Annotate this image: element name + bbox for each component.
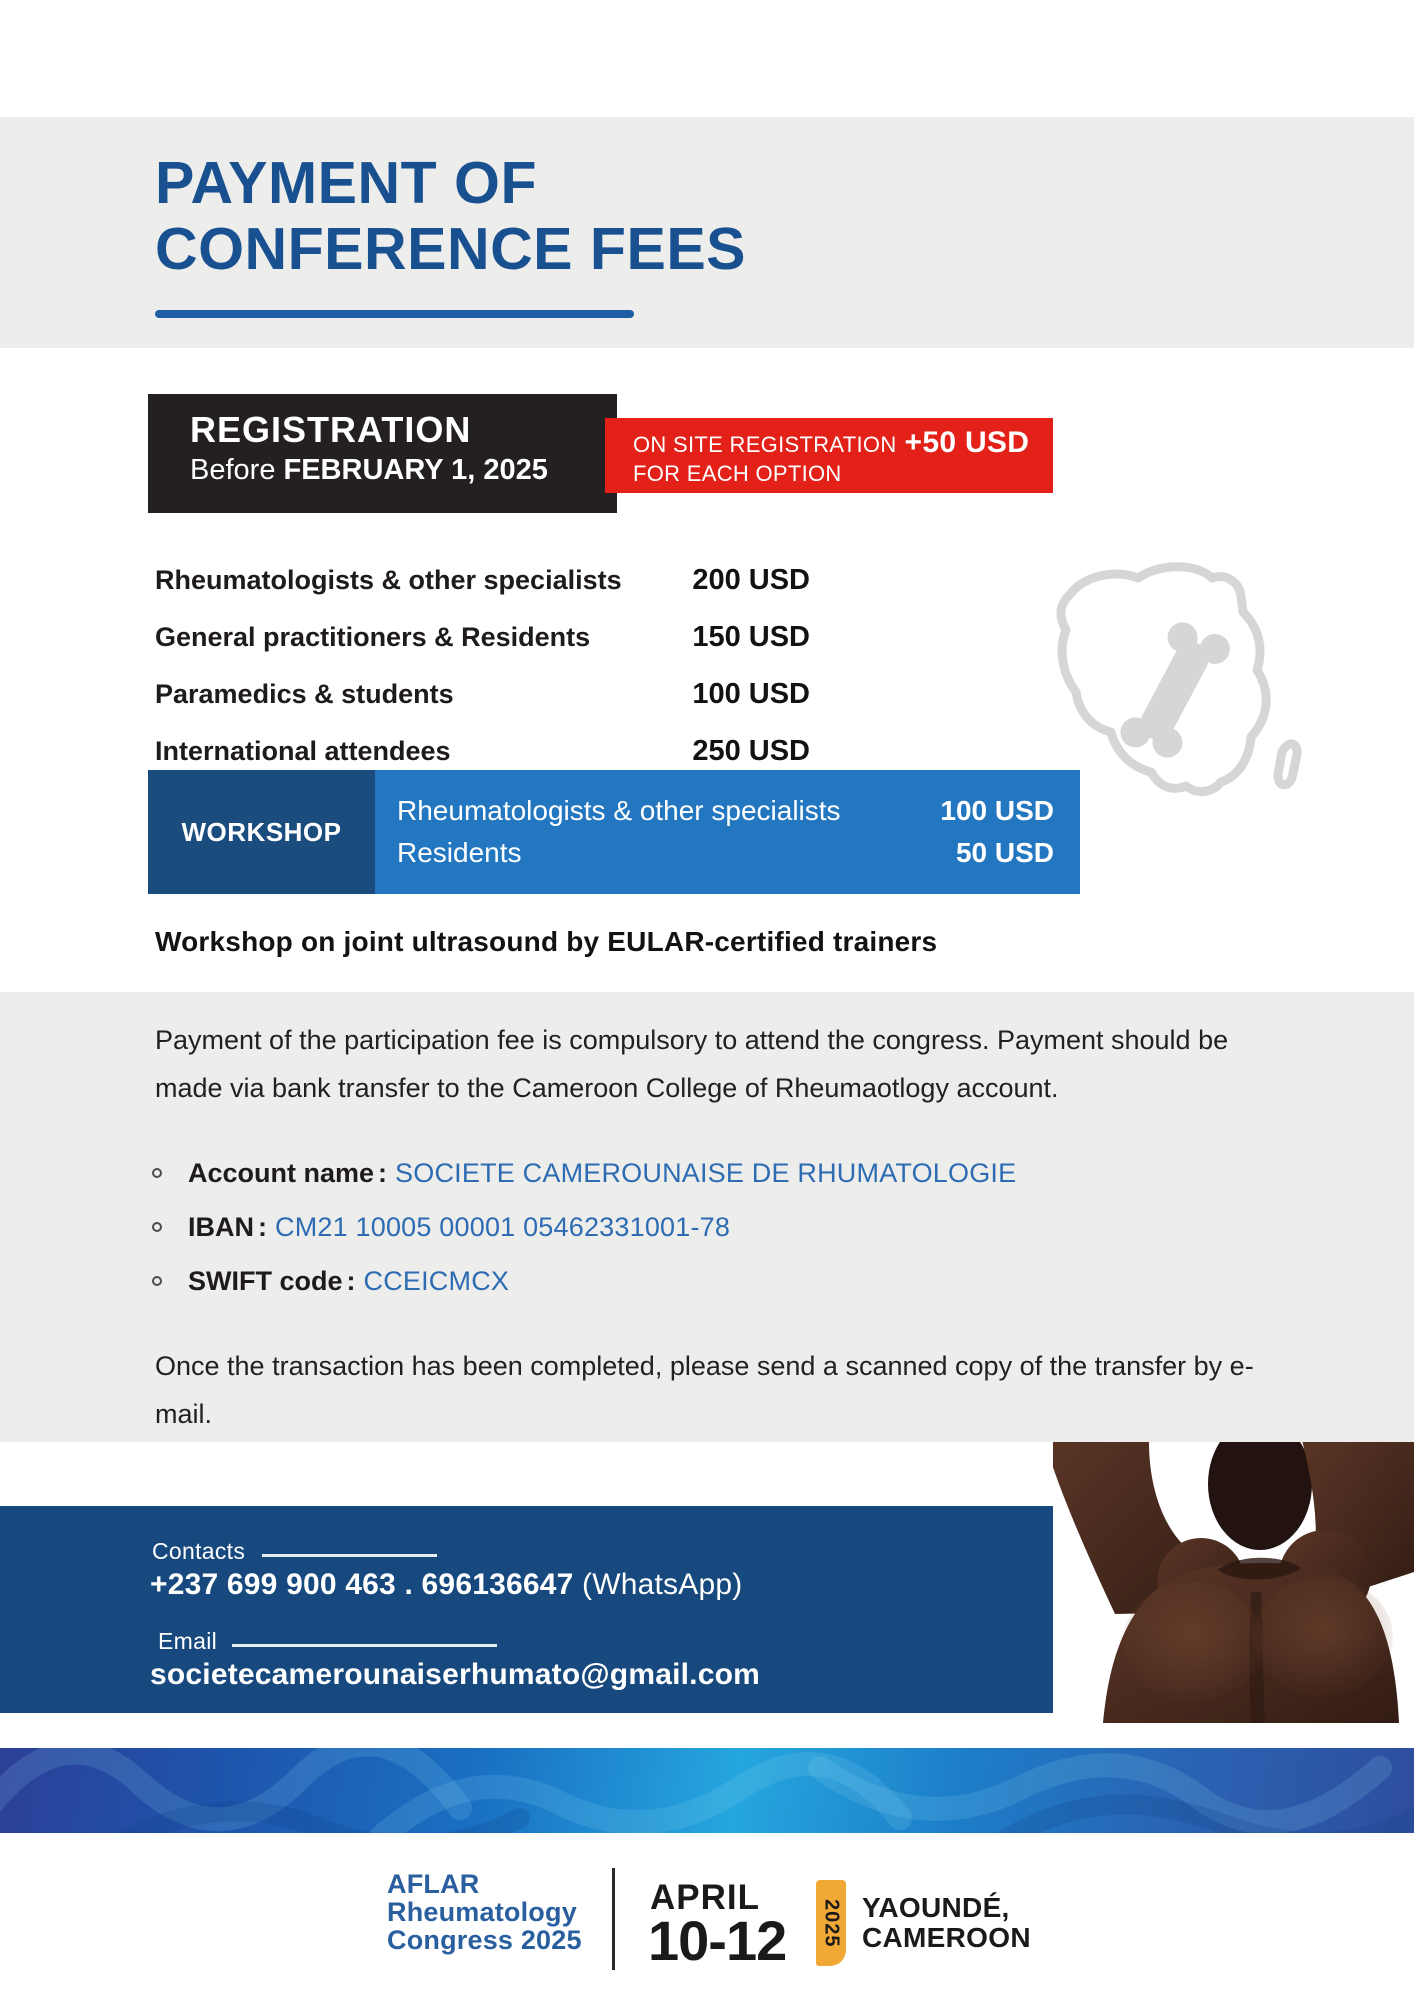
fee-row <box>155 552 855 609</box>
event-location <box>862 1893 1031 1953</box>
page-title <box>155 150 1055 282</box>
contacts-underline <box>262 1554 437 1557</box>
fee-label: Paramedics & students <box>155 679 454 709</box>
bullet-icon <box>152 1222 162 1232</box>
workshop-header-cell <box>148 770 375 894</box>
payment-paragraph-2: Once the transaction has been completed, please send a scanned copy of the transfer by e-mail. <box>155 1351 1254 1429</box>
wave-squiggles <box>0 1748 1414 1833</box>
contacts-label: Contacts <box>152 1538 246 1564</box>
email-label: Email <box>158 1628 218 1654</box>
phone-number <box>150 1568 742 1602</box>
payment-paragraph-1: Payment of the participation fee is compulsory to attend the congress. Payment should be made via bank transfer to the Cameroon College of Rheumaotlogy account. <box>155 1025 1229 1103</box>
city-line1: YAOUNDÉ, <box>862 1892 1010 1923</box>
back-muscles-photo <box>1053 1442 1414 1723</box>
registration-deadline-prefix: Before <box>190 454 284 486</box>
workshop-row <box>397 832 1054 874</box>
event-days: 10-12 <box>648 1909 787 1972</box>
registration-deadline-date: FEBRUARY 1, 2025 <box>283 454 548 486</box>
bank-details-list <box>148 1146 1148 1308</box>
year-ribbon-text: 2025 <box>820 1898 843 1948</box>
workshop-row-label: Rheumatologists & other specialists <box>397 795 841 826</box>
city-line2: CAMEROON <box>862 1922 1031 1953</box>
page-title-line2: CONFERENCE FEES <box>155 216 747 282</box>
phone-digits: +237 699 900 463 . 696136647 <box>150 1568 583 1601</box>
detail-label: IBAN <box>188 1211 254 1242</box>
onsite-registration-banner <box>605 418 1053 493</box>
onsite-text: ON SITE REGISTRATION <box>633 432 897 457</box>
onsite-text-line2: FOR EACH OPTION <box>633 461 842 486</box>
detail-value: CM21 10005 00001 05462331001-78 <box>275 1211 731 1242</box>
year-ribbon <box>816 1880 846 1966</box>
bullet-icon <box>152 1276 162 1286</box>
fee-price: 250 USD <box>692 735 810 767</box>
congress-line3: Congress 2025 <box>387 1925 582 1955</box>
bank-detail-row <box>148 1146 1148 1200</box>
fee-table <box>155 552 855 780</box>
workshop-row-price: 50 USD <box>955 837 1054 868</box>
workshop-row-price: 100 USD <box>940 795 1054 826</box>
title-underline <box>155 310 634 318</box>
registration-title: REGISTRATION <box>190 409 472 450</box>
onsite-surcharge: +50 USD <box>904 426 1030 459</box>
bank-detail-row <box>148 1254 1148 1308</box>
whatsapp-note: (WhatsApp) <box>582 1568 743 1601</box>
fee-label: International attendees <box>155 736 451 766</box>
detail-colon: : <box>346 1265 356 1296</box>
fee-price: 150 USD <box>692 621 810 653</box>
africa-map-watermark <box>1010 540 1310 800</box>
email-underline <box>232 1644 497 1647</box>
bullet-icon <box>152 1168 162 1178</box>
fee-price: 200 USD <box>692 564 810 596</box>
registration-box <box>148 394 617 513</box>
detail-label: Account name <box>188 1157 375 1188</box>
email-address: societecamerounaiserhumato@gmail.com <box>150 1658 760 1691</box>
fee-price: 100 USD <box>692 678 810 710</box>
detail-label: SWIFT code <box>188 1265 343 1296</box>
workshop-note: Workshop on joint ultrasound by EULAR-certified trainers <box>155 926 938 957</box>
footer-divider <box>612 1868 615 1970</box>
workshop-row-label: Residents <box>397 837 522 868</box>
bank-detail-row <box>148 1200 1148 1254</box>
congress-name <box>387 1870 647 1954</box>
bone-glyph <box>1113 613 1237 768</box>
detail-colon: : <box>378 1157 388 1188</box>
detail-value: SOCIETE CAMEROUNAISE DE RHUMATOLOGIE <box>395 1157 1017 1188</box>
fee-label: Rheumatologists & other specialists <box>155 565 622 595</box>
fee-row <box>155 666 855 723</box>
detail-value: CCEICMCX <box>363 1265 510 1296</box>
page-title-line1: PAYMENT OF <box>155 150 537 216</box>
wave-pattern-band <box>0 1748 1414 1833</box>
congress-line2: Rheumatology <box>387 1897 577 1927</box>
workshop-row <box>397 790 1054 832</box>
body-silhouette <box>1053 1442 1414 1723</box>
workshop-bar <box>148 770 1080 894</box>
workshop-label: WORKSHOP <box>181 816 342 847</box>
congress-line1: AFLAR <box>387 1869 480 1899</box>
fee-row <box>155 609 855 666</box>
fee-label: General practitioners & Residents <box>155 622 591 652</box>
registration-deadline <box>190 450 617 490</box>
event-month: APRIL <box>650 1878 760 1917</box>
detail-colon: : <box>258 1211 267 1242</box>
